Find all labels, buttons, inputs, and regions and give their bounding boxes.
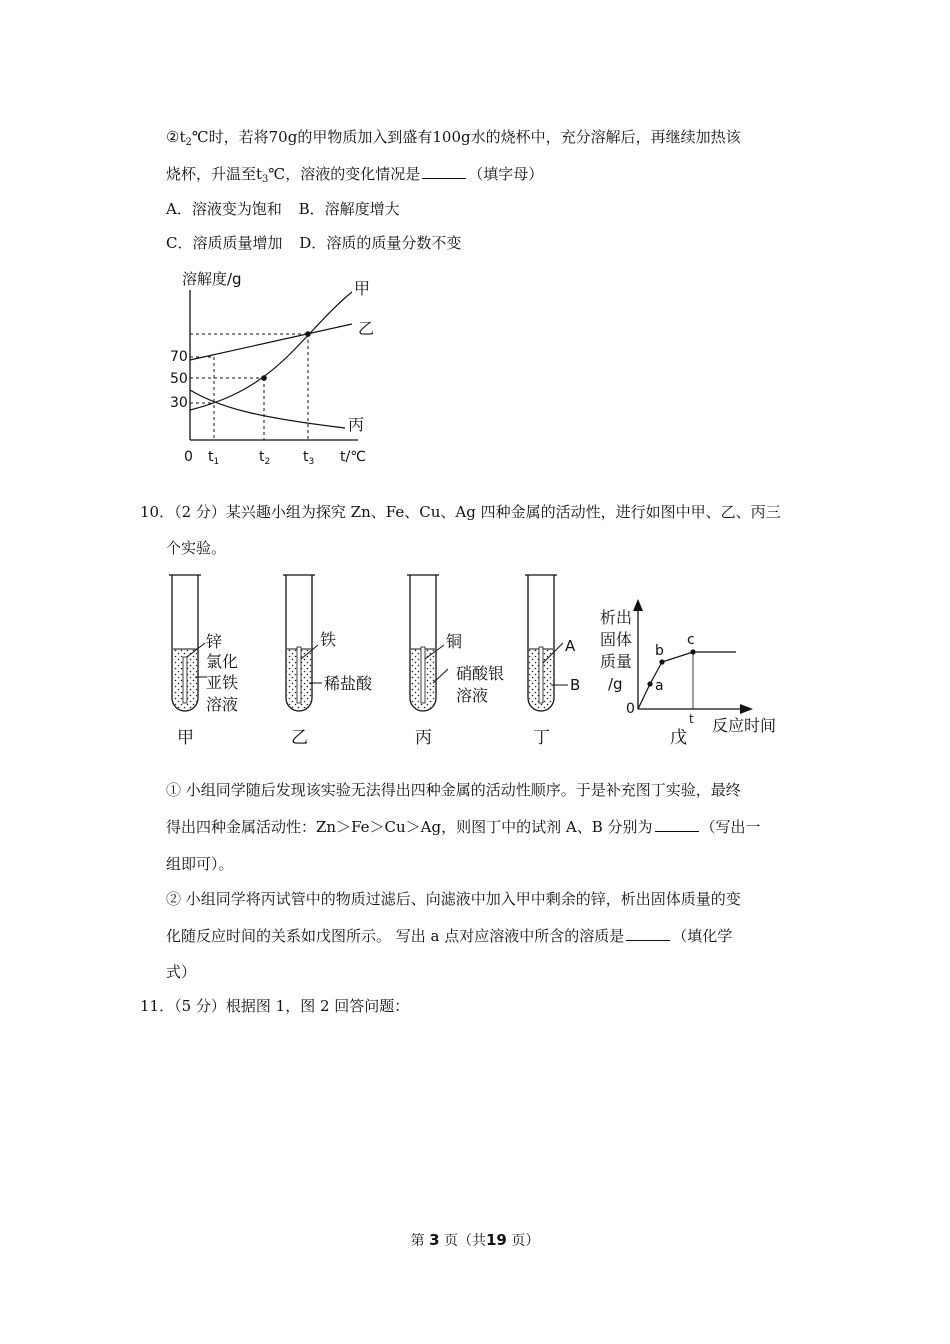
curve-yi	[190, 324, 352, 360]
y-tick-70: 70	[170, 349, 188, 365]
point-a	[647, 681, 652, 686]
zinc-strip	[183, 657, 187, 703]
svg-text:亚铁: 亚铁	[206, 673, 239, 692]
chart-origin: 0	[184, 449, 193, 465]
curve-bing	[190, 390, 345, 428]
svg-text:氯化: 氯化	[206, 652, 239, 671]
series-label-yi: 乙	[358, 319, 375, 338]
label-bing: 丙	[415, 728, 432, 748]
tube-jia	[169, 575, 238, 748]
svg-text:铜: 铜	[446, 632, 463, 651]
svg-text:/g: /g	[608, 675, 623, 693]
label-yi: 乙	[291, 728, 308, 748]
option-d: D．溶质的质量分数不变	[299, 234, 462, 252]
q9-options-row2	[166, 233, 461, 253]
svg-text:稀盐酸: 稀盐酸	[324, 674, 373, 693]
option-a: A．溶液变为饱和	[166, 200, 282, 218]
y-tick-50: 50	[170, 371, 188, 387]
tube-ding	[525, 575, 580, 748]
svg-text:t: t	[689, 712, 694, 726]
q10-p2-line1: ② 小组同学将丙试管中的物质过滤后、向滤液中加入甲中剩余的锌，析出固体质量的变	[166, 890, 741, 908]
curve-jia	[190, 292, 352, 410]
point-b	[659, 659, 664, 664]
y-tick-30: 30	[170, 395, 188, 411]
x-tick-t1: $t_1$	[208, 449, 220, 467]
answer-blank	[655, 817, 699, 832]
reagent-a-strip	[539, 647, 543, 703]
q9-options-row1	[166, 199, 400, 219]
solubility-chart	[160, 262, 400, 472]
point-t3	[305, 331, 311, 337]
chart-xlabel: t/℃	[340, 449, 366, 465]
answer-blank	[626, 926, 670, 941]
mass-curve	[638, 652, 736, 709]
test-tubes-diagram	[150, 565, 800, 755]
svg-text:固体: 固体	[600, 630, 633, 649]
page-footer: 第 3 页（共19 页）	[410, 1231, 540, 1249]
q10-p1-line3: 组即可）。	[166, 855, 234, 873]
q10-line1: 10．（2 分）某兴趣小组为探究 Zn、Fe、Cu、Ag 四种金属的活动性，进行如图中甲、乙、丙三	[140, 503, 781, 521]
series-label-bing: 丙	[348, 415, 365, 434]
x-tick-t3: $t_3$	[303, 449, 315, 467]
chart-ylabel: 溶解度/g	[182, 270, 242, 288]
q10-p2-line3: 式）	[166, 963, 197, 981]
q10-p1-line2: 得出四种金属活动性：Zn＞Fe＞Cu＞Ag，则图丁中的试剂 A、B 分别为 （写出一	[166, 818, 761, 836]
q10-p1-line1: ① 小组同学随后发现该实验无法得出四种金属的活动性顺序。于是补充图丁实验，最终	[166, 781, 741, 799]
svg-text:铁: 铁	[320, 630, 337, 649]
option-b: B．溶解度增大	[298, 200, 400, 218]
label-jia: 甲	[177, 728, 194, 748]
series-label-jia: 甲	[354, 279, 371, 298]
svg-text:溶液: 溶液	[206, 695, 239, 714]
graph-wu	[600, 599, 776, 748]
svg-text:析出: 析出	[600, 608, 633, 627]
q9-line2: 烧杯，升温至$t_3℃$，溶液的变化情况是 （填字母）	[166, 165, 544, 185]
svg-text:硝酸银: 硝酸银	[456, 664, 505, 683]
svg-text:0: 0	[626, 701, 635, 717]
answer-blank	[422, 164, 466, 179]
svg-text:质量: 质量	[600, 652, 633, 671]
reagent-a-label: A	[565, 637, 576, 655]
tube-bing	[407, 575, 504, 748]
copper-strip	[421, 647, 425, 703]
svg-text:溶液: 溶液	[456, 686, 489, 705]
graph-xlabel: 反应时间	[712, 716, 777, 735]
q10-p2-line2: 化随反应时间的关系如戊图所示。 写出 a 点对应溶液中所含的溶质是 （填化学	[166, 927, 733, 945]
point-t2	[261, 375, 267, 381]
q9-line1: $②t_2℃$时，若将70g的甲物质加入到盛有100g水的烧杯中，充分溶解后，再继续加热该	[166, 128, 741, 148]
svg-text:a: a	[655, 678, 664, 694]
q11-line: 11．（5 分）根据图 1，图 2 回答问题：	[140, 997, 410, 1015]
svg-text:c: c	[687, 632, 695, 648]
iron-strip	[297, 647, 301, 703]
x-tick-t2: $t_2$	[259, 449, 271, 467]
svg-text:b: b	[655, 643, 664, 659]
reagent-b-label: B	[570, 676, 581, 694]
label-ding: 丁	[533, 728, 550, 748]
q10-line2: 个实验。	[166, 539, 227, 557]
tube-yi	[283, 575, 373, 748]
option-c: C．溶质质量增加	[166, 234, 283, 252]
svg-text:锌: 锌	[206, 632, 223, 651]
label-wu: 戊	[670, 728, 687, 748]
